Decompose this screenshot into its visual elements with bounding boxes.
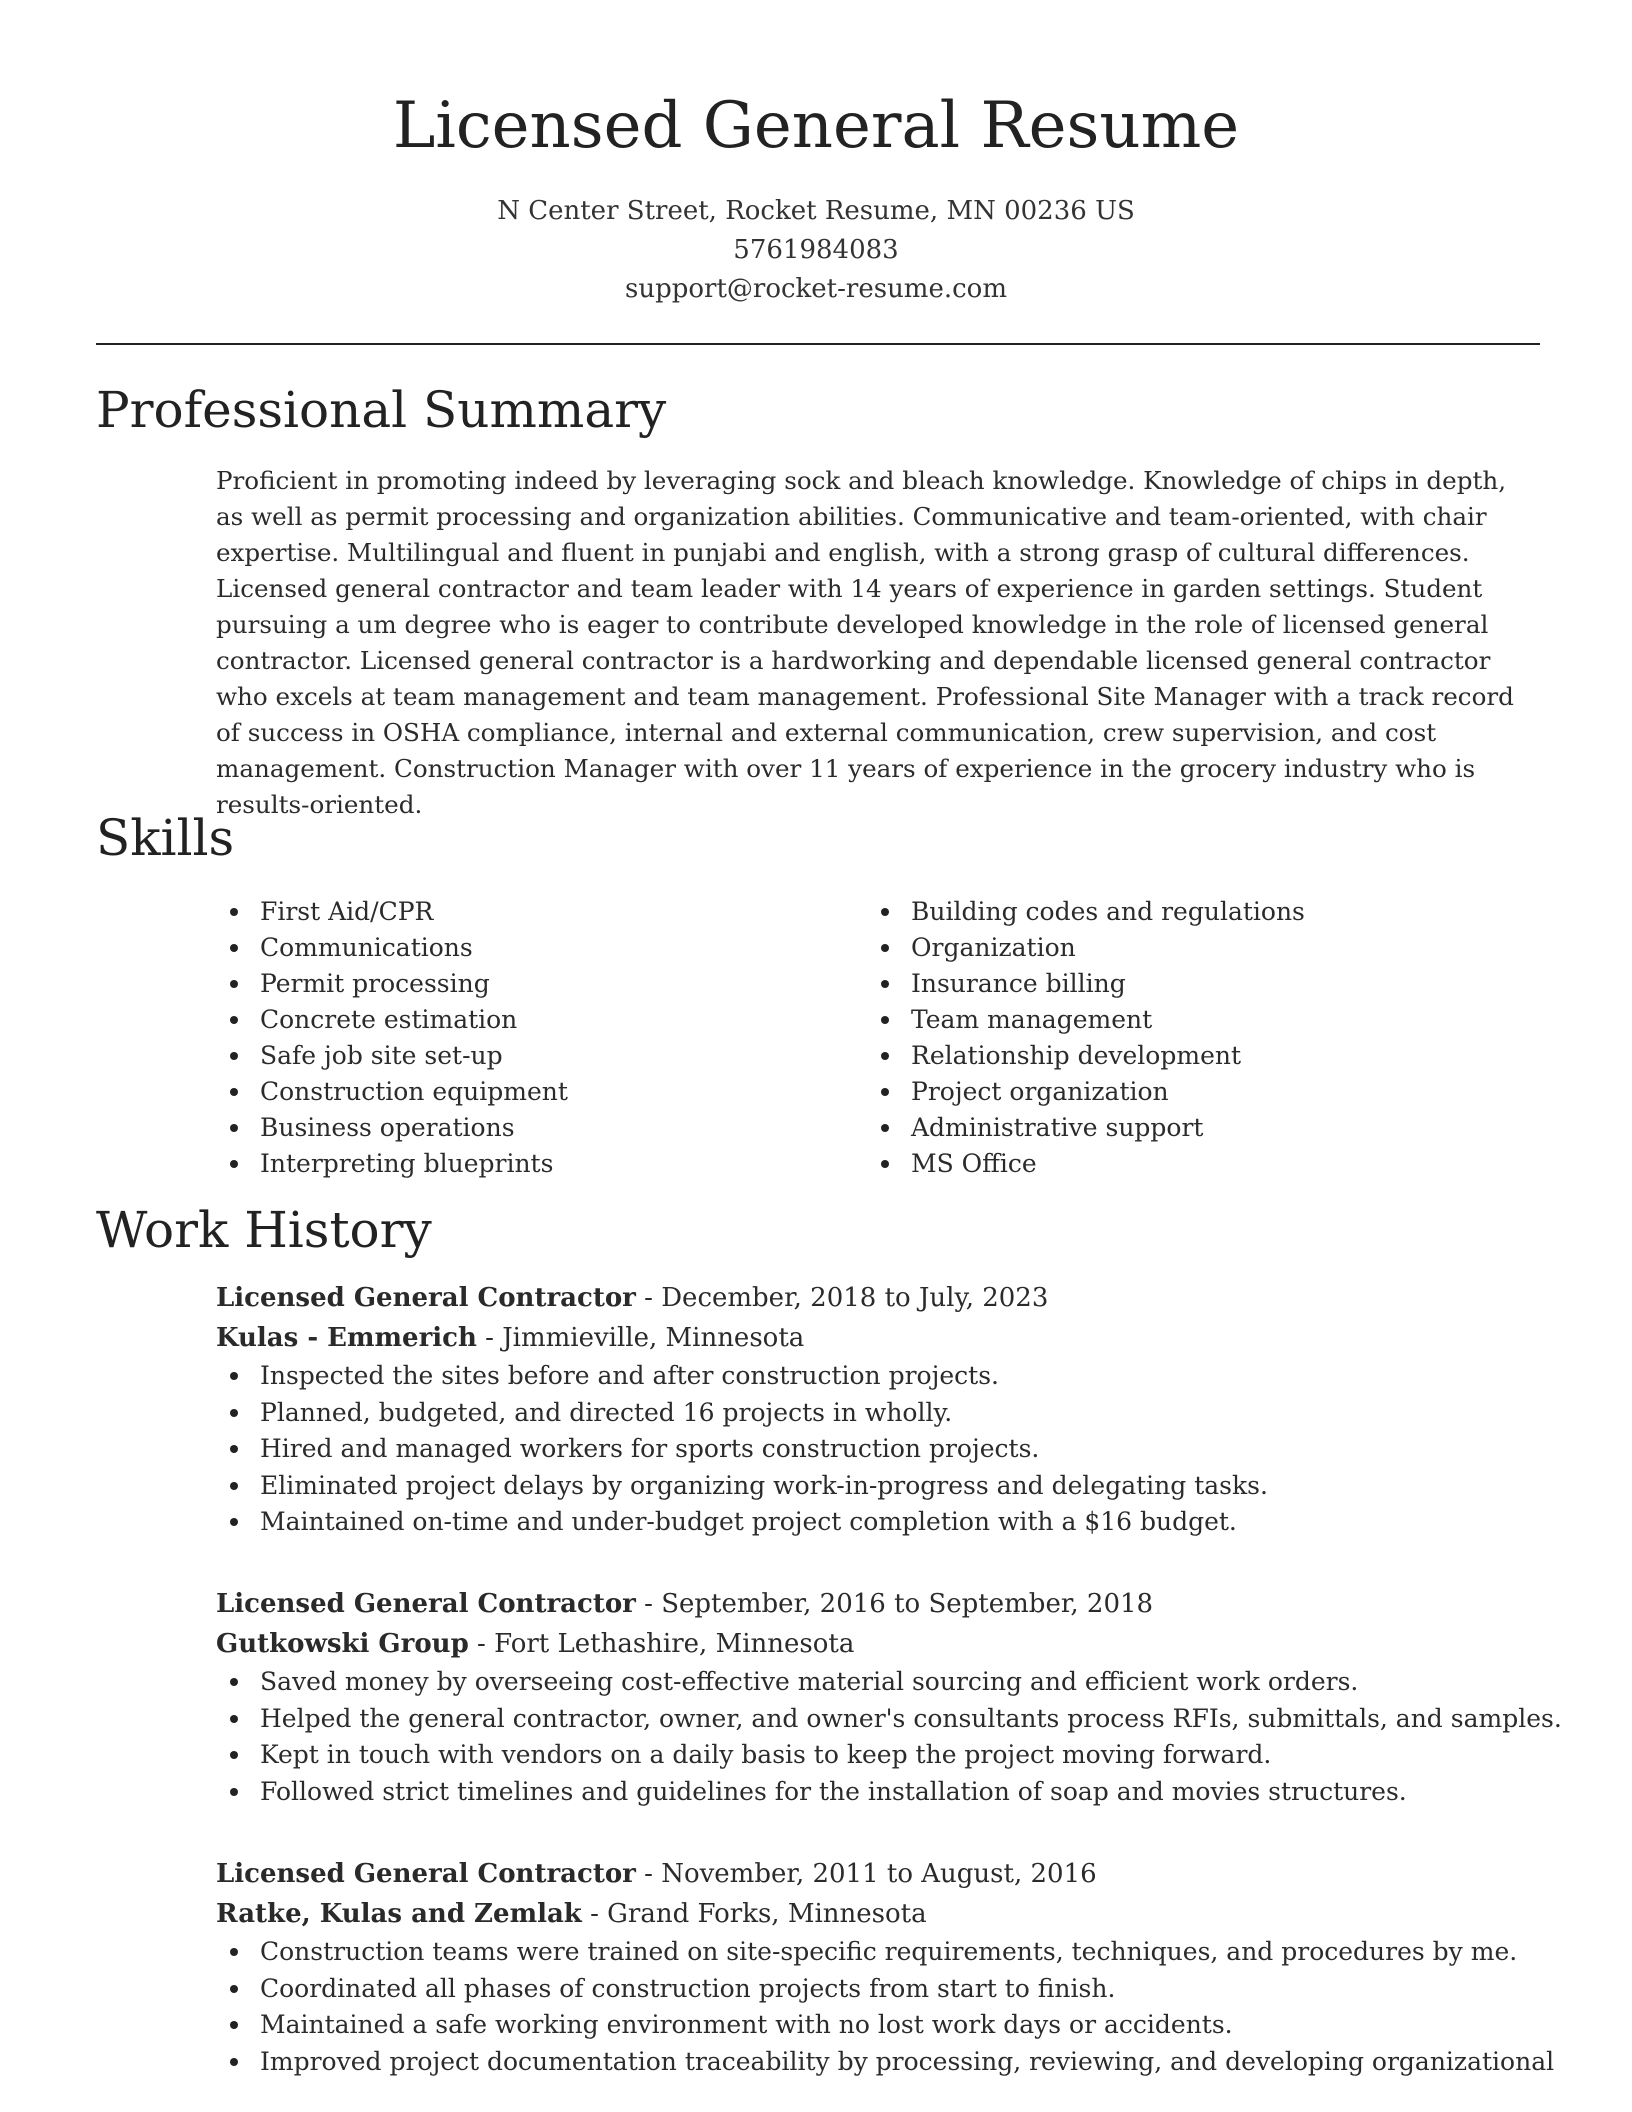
job-company-line: [216, 1318, 1540, 1358]
job-title: Licensed General Contractor: [216, 1589, 636, 1619]
job-bullet: Maintained a safe working environment with no lost work days or accidents.: [216, 2007, 1540, 2044]
job-bullet: Hired and managed workers for sports construction projects.: [216, 1431, 1540, 1468]
contact-address: N Center Street, Rocket Resume, MN 00236 US: [497, 196, 1135, 226]
job-bullets: [216, 1664, 1562, 1810]
skill-item: Insurance billing: [867, 966, 1487, 1002]
contact-info: [0, 192, 1632, 309]
work-history-heading: Work History: [96, 1201, 432, 1259]
skills-heading: Skills: [96, 809, 235, 867]
skill-item: Permit processing: [216, 966, 836, 1002]
job-bullet: Helped the general contractor, owner, and owner's consultants process RFIs, submittals, and samples.: [216, 1701, 1540, 1738]
skill-item: Concrete estimation: [216, 1002, 836, 1038]
job-bullet: Planned, budgeted, and directed 16 projects in wholly.: [216, 1395, 1540, 1432]
skill-item: First Aid/CPR: [216, 894, 836, 930]
skill-item: Construction equipment: [216, 1074, 836, 1110]
job-title-line: [216, 1854, 1540, 1894]
job-company: Kulas - Emmerich: [216, 1323, 477, 1353]
job-bullet: Construction teams were trained on site-specific requirements, techniques, and procedures by me.: [216, 1934, 1540, 1971]
skills-list-left: [216, 894, 836, 1182]
header-divider: [96, 343, 1540, 345]
job-title-line: [216, 1584, 1540, 1624]
job-company: Gutkowski Group: [216, 1629, 469, 1659]
job-title-line: [216, 1278, 1540, 1318]
contact-phone: 5761984083: [733, 235, 899, 265]
skill-item: Communications: [216, 930, 836, 966]
job-bullet: Kept in touch with vendors on a daily basis to keep the project moving forward.: [216, 1737, 1540, 1774]
job-title: Licensed General Contractor: [216, 1283, 636, 1313]
job-bullet: Inspected the sites before and after construction projects.: [216, 1358, 1540, 1395]
skill-item: Organization: [867, 930, 1487, 966]
job-company: Ratke, Kulas and Zemlak: [216, 1899, 582, 1929]
job-bullet: Maintained on-time and under-budget project completion with a $16 budget.: [216, 1504, 1540, 1541]
job-dates: - December, 2018 to July, 2023: [635, 1283, 1049, 1313]
job-bullet: Coordinated all phases of construction projects from start to finish.: [216, 1971, 1540, 2008]
job-bullet: Eliminated project delays by organizing work-in-progress and delegating tasks.: [216, 1468, 1540, 1505]
job-company-line: [216, 1894, 1540, 1934]
contact-email: support@rocket-resume.com: [624, 274, 1007, 304]
skill-item: MS Office: [867, 1146, 1487, 1182]
job-entry: [216, 1854, 1555, 2080]
job-dates: - November, 2011 to August, 2016: [635, 1859, 1097, 1889]
skill-item: Team management: [867, 1002, 1487, 1038]
job-bullets: [216, 1934, 1555, 2080]
job-entry: [216, 1278, 1540, 1541]
job-location: - Fort Lethashire, Minnesota: [468, 1629, 855, 1659]
job-location: - Jimmieville, Minnesota: [476, 1323, 805, 1353]
skill-item: Building codes and regulations: [867, 894, 1487, 930]
summary-heading: Professional Summary: [96, 381, 667, 439]
skill-item: Relationship development: [867, 1038, 1487, 1074]
job-dates: - September, 2016 to September, 2018: [635, 1589, 1154, 1619]
skill-item: Administrative support: [867, 1110, 1487, 1146]
job-bullet: Followed strict timelines and guidelines for the installation of soap and movies structures.: [216, 1774, 1540, 1811]
skills-list-right: [867, 894, 1487, 1182]
job-bullet: Saved money by overseeing cost-effective material sourcing and efficient work orders.: [216, 1664, 1540, 1701]
skill-item: Interpreting blueprints: [216, 1146, 836, 1182]
job-entry: [216, 1584, 1562, 1810]
resume-title: Licensed General Resume: [392, 89, 1240, 163]
summary-text: Proficient in promoting indeed by leveraging sock and bleach knowledge. Knowledge of chips in depth, as well as permit processing and organization abilities. Communicative and team-oriented, with chair expertise. Multilingual and fluent in punjabi and english, with a strong grasp of cultural differences. Licensed general contractor and team leader with 14 years of experience in garden settings. Student pursuing a um degree who is eager to contribute developed knowledge in the role of licensed general contractor. Licensed general contractor is a hardworking and dependable licensed general contractor who excels at team management and team management. Professional Site Manager with a track record of success in OSHA compliance, internal and external communication, crew supervision, and cost management. Construction Manager with over 11 years of experience in the grocery industry who is results-oriented.: [216, 466, 1514, 819]
skill-item: Business operations: [216, 1110, 836, 1146]
skill-item: Project organization: [867, 1074, 1487, 1110]
job-bullet: Improved project documentation traceability by processing, reviewing, and developing organizational: [216, 2044, 1540, 2081]
job-location: - Grand Forks, Minnesota: [581, 1899, 927, 1929]
skill-item: Safe job site set-up: [216, 1038, 836, 1074]
job-title: Licensed General Contractor: [216, 1859, 636, 1889]
job-company-line: [216, 1624, 1540, 1664]
job-bullets: [216, 1358, 1540, 1541]
